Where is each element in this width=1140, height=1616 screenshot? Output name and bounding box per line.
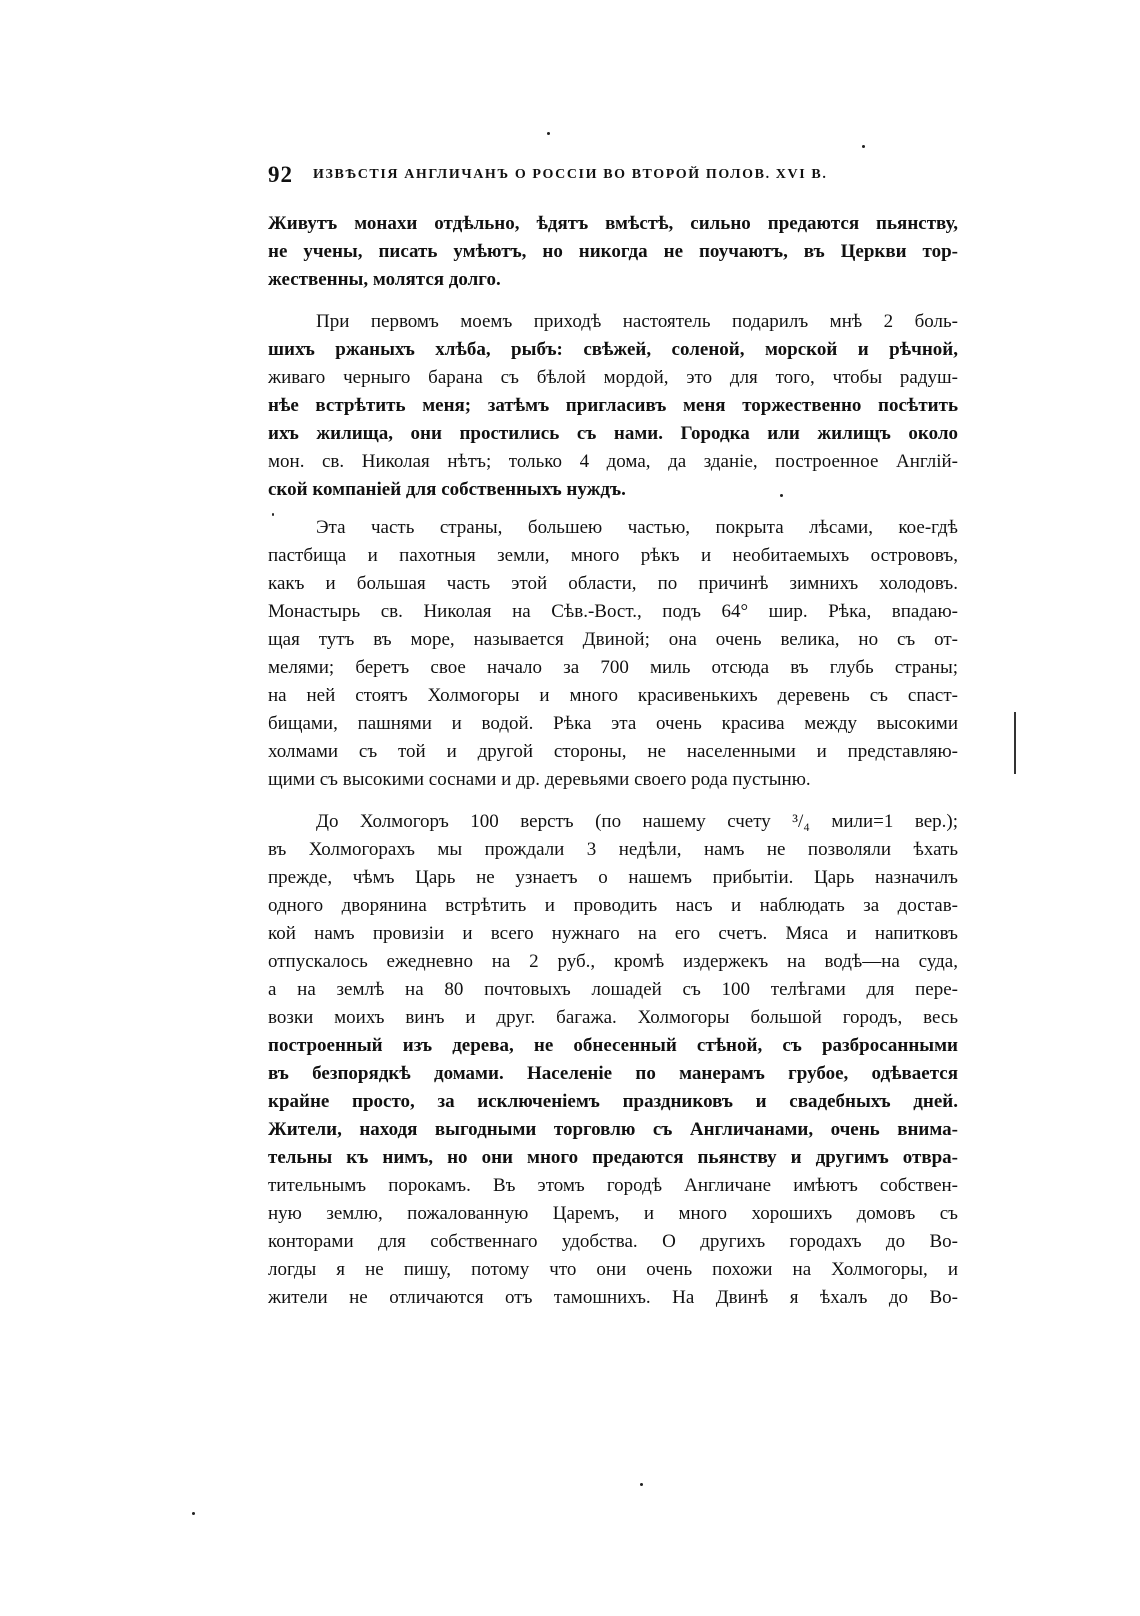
text-line: кой намъ провизіи и всего нужнаго на его счетъ. Мяса и напитковъ	[268, 923, 958, 944]
text-line: холмами съ той и другой стороны, не населенными и представляю-	[268, 741, 958, 762]
text-line: щая тутъ въ море, называется Двиной; она очень велика, но съ от-	[268, 629, 958, 650]
text-line: въ Холмогорахъ мы прождали 3 недѣли, намъ не позволяли ѣхать	[268, 839, 958, 860]
text-line: тельны къ нимъ, но они много предаются пьянству и другимъ отвра-	[268, 1147, 958, 1168]
running-title: ИЗВѢСТІЯ АНГЛИЧАНЪ О РОССІИ ВО ВТОРОЙ ПОЛОВ. XVI В.	[313, 167, 828, 182]
text-line: конторами для собственнаго удобства. О другихъ городахъ до Во-	[268, 1231, 958, 1252]
text-line: мелями; беретъ свое начало за 700 миль отсюда въ глубь страны;	[268, 657, 958, 678]
paragraph-2	[268, 308, 958, 504]
scan-speck	[192, 1512, 195, 1515]
text-line: До Холмогоръ 100 верстъ (по нашему счету ³/₄ мили=1 вер.);	[316, 811, 958, 832]
text-line: бищами, пашнями и водой. Рѣка эта очень красива между высокими	[268, 713, 958, 734]
text-line: ную землю, пожалованную Царемъ, и много хорошихъ домовъ съ	[268, 1203, 958, 1224]
scan-speck	[640, 1483, 643, 1486]
text-line: одного дворянина встрѣтить и проводить насъ и наблюдать за достав-	[268, 895, 958, 916]
text-line: на ней стоятъ Холмогоры и много красивенькихъ деревень съ спаст-	[268, 685, 958, 706]
text-line: Эта часть страны, большею частью, покрыта лѣсами, кое-гдѣ	[316, 517, 958, 538]
text-line: логды я не пишу, потому что они очень похожи на Холмогоры, и	[268, 1259, 958, 1280]
scan-speck	[547, 132, 550, 135]
text-line: тительнымъ порокамъ. Въ этомъ городѣ Англичане имѣютъ собствен-	[268, 1175, 958, 1196]
text-line: ихъ жилища, они простились съ нами. Городка или жилищъ около	[268, 423, 958, 444]
scan-margin-mark	[1014, 712, 1016, 774]
text-line: ской компаніей для собственныхъ нуждъ.	[268, 479, 626, 500]
text-line: прежде, чѣмъ Царь не узнаетъ о нашемъ прибытіи. Царь назначилъ	[268, 867, 958, 888]
text-line: какъ и большая часть этой области, по причинѣ зимнихъ холодовъ.	[268, 573, 958, 594]
text-line: крайне просто, за исключеніемъ праздниковъ и свадебныхъ дней.	[268, 1091, 958, 1112]
text-line: щими съ высокими соснами и др. деревьями своего рода пустыню.	[268, 769, 811, 790]
text-line: живаго черныго барана съ бѣлой мордой, это для того, чтобы радуш-	[268, 367, 958, 388]
text-line: Монастырь св. Николая на Сѣв.-Вост., подъ 64° шир. Рѣка, впадаю-	[268, 601, 958, 622]
paragraph-4	[268, 808, 958, 1312]
text-line: жители не отличаются отъ тамошнихъ. На Двинѣ я ѣхалъ до Во-	[268, 1287, 958, 1308]
text-line: не учены, писать умѣютъ, но никогда не поучаютъ, въ Церкви тор-	[268, 241, 958, 262]
scan-speck	[780, 494, 783, 497]
text-line: возки моихъ винъ и друг. багажа. Холмогоры большой городъ, весь	[268, 1007, 958, 1028]
page-number: 92	[268, 162, 293, 187]
scan-speck	[862, 145, 865, 148]
text-line: отпускалось ежедневно на 2 руб., кромѣ издержекъ на водѣ—на суда,	[268, 951, 958, 972]
text-line: въ безпорядкѣ домами. Населеніе по манерамъ грубое, одѣвается	[268, 1063, 958, 1084]
paragraph-3	[268, 514, 958, 794]
page-header	[268, 162, 968, 194]
text-line: а на землѣ на 80 почтовыхъ лошадей съ 100 телѣгами для пере-	[268, 979, 958, 1000]
scan-speck	[272, 513, 274, 516]
text-line: пастбища и пахотныя земли, много рѣкъ и необитаемыхъ острововъ,	[268, 545, 958, 566]
text-line: Жители, находя выгодными торговлю съ Англичанами, очень внима-	[268, 1119, 958, 1140]
paragraph-1	[268, 210, 958, 294]
text-line: При первомъ моемъ приходѣ настоятель подарилъ мнѣ 2 боль-	[316, 311, 958, 332]
text-line: шихъ ржаныхъ хлѣба, рыбъ: свѣжей, соленой, морской и рѣчной,	[268, 339, 958, 360]
text-line: мон. св. Николая нѣтъ; только 4 дома, да зданіе, построенное Англій-	[268, 451, 958, 472]
text-line: Живутъ монахи отдѣльно, ѣдятъ вмѣстѣ, сильно предаются пьянству,	[268, 213, 958, 234]
text-line: нѣе встрѣтить меня; затѣмъ пригласивъ меня торжественно посѣтить	[268, 395, 958, 416]
text-line: жественны, молятся долго.	[268, 269, 501, 290]
text-line: построенный изъ дерева, не обнесенный стѣной, съ разбросанными	[268, 1035, 958, 1056]
